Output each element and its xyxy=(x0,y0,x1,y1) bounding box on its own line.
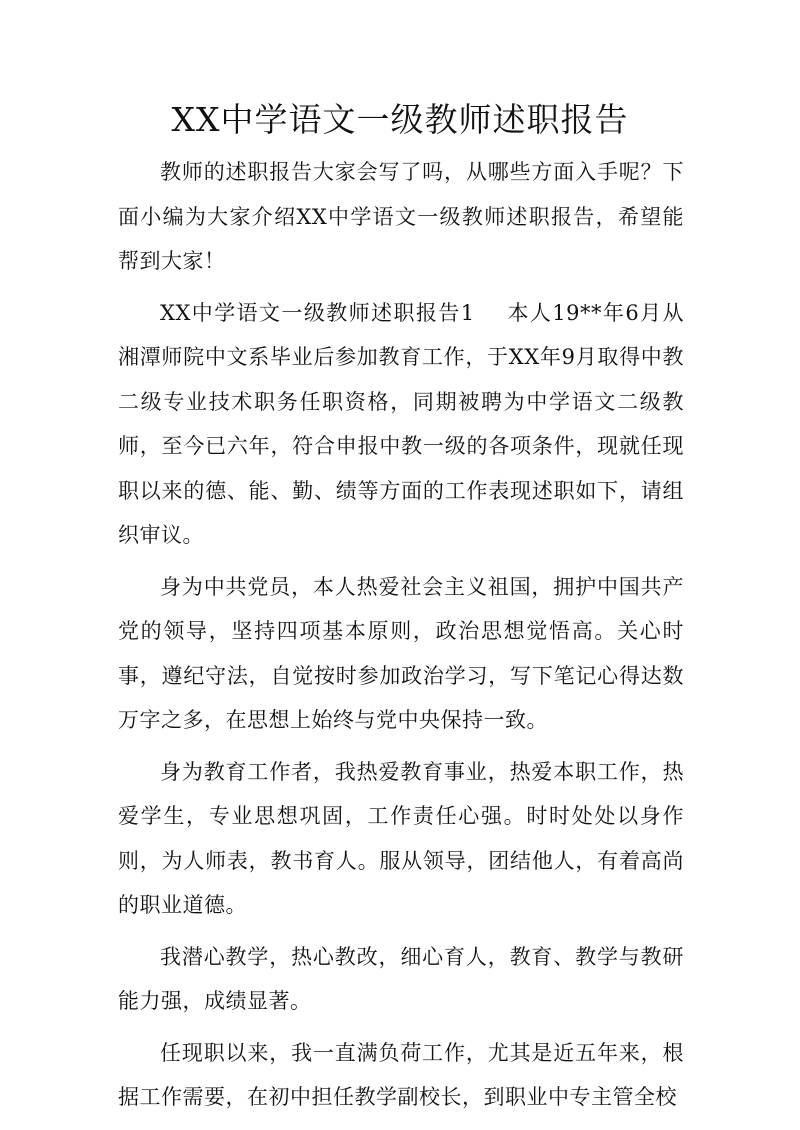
intro-paragraph: 教师的述职报告大家会写了吗，从哪些方面入手呢？下面小编为大家介绍XX中学语文一级教师述职报告，希望能帮到大家！ xyxy=(118,160,684,273)
report-paragraph-5: 任现职以来，我一直满负荷工作，尤其是近五年来，根据工作需要，在初中担任教学副校长，到职业中专主管全校 xyxy=(118,1040,684,1109)
report-paragraph-3: 身为教育工作者，我热爱教育事业，热爱本职工作，热爱学生，专业思想巩固，工作责任心强。时时处处以身作则，为人师表，教书育人。服从领导，团结他人，有着高尚的职业道德。 xyxy=(118,759,684,917)
report-heading: XX中学语文一级教师述职报告1 xyxy=(160,300,475,325)
document-body xyxy=(118,150,684,1127)
report-paragraph-4: 我潜心教学，热心教改，细心育人，教育、教学与教研能力强，成绩显著。 xyxy=(118,944,684,1013)
paragraph-1-text: 本人19**年6月从湘潭师院中文系毕业后参加教育工作，于XX年9月取得中教二级专业技术职务任职资格，同期被聘为中学语文二级教师，至今已六年，符合申报中教一级的各项条件，现就任现职以来的德、能、勤、绩等方面的工作表现述职如下，请组织审议。 xyxy=(118,300,684,547)
report-paragraph-1 xyxy=(118,291,684,558)
document-title: XX中学语文一级教师述职报告 xyxy=(171,100,629,139)
report-paragraph-2: 身为中共党员，本人热爱社会主义祖国，拥护中国共产党的领导，坚持四项基本原则，政治思想觉悟高。关心时事，遵纪守法，自觉按时参加政治学习，写下笔记心得达数万字之多，在思想上始终与党中央保持一致。 xyxy=(118,574,684,732)
